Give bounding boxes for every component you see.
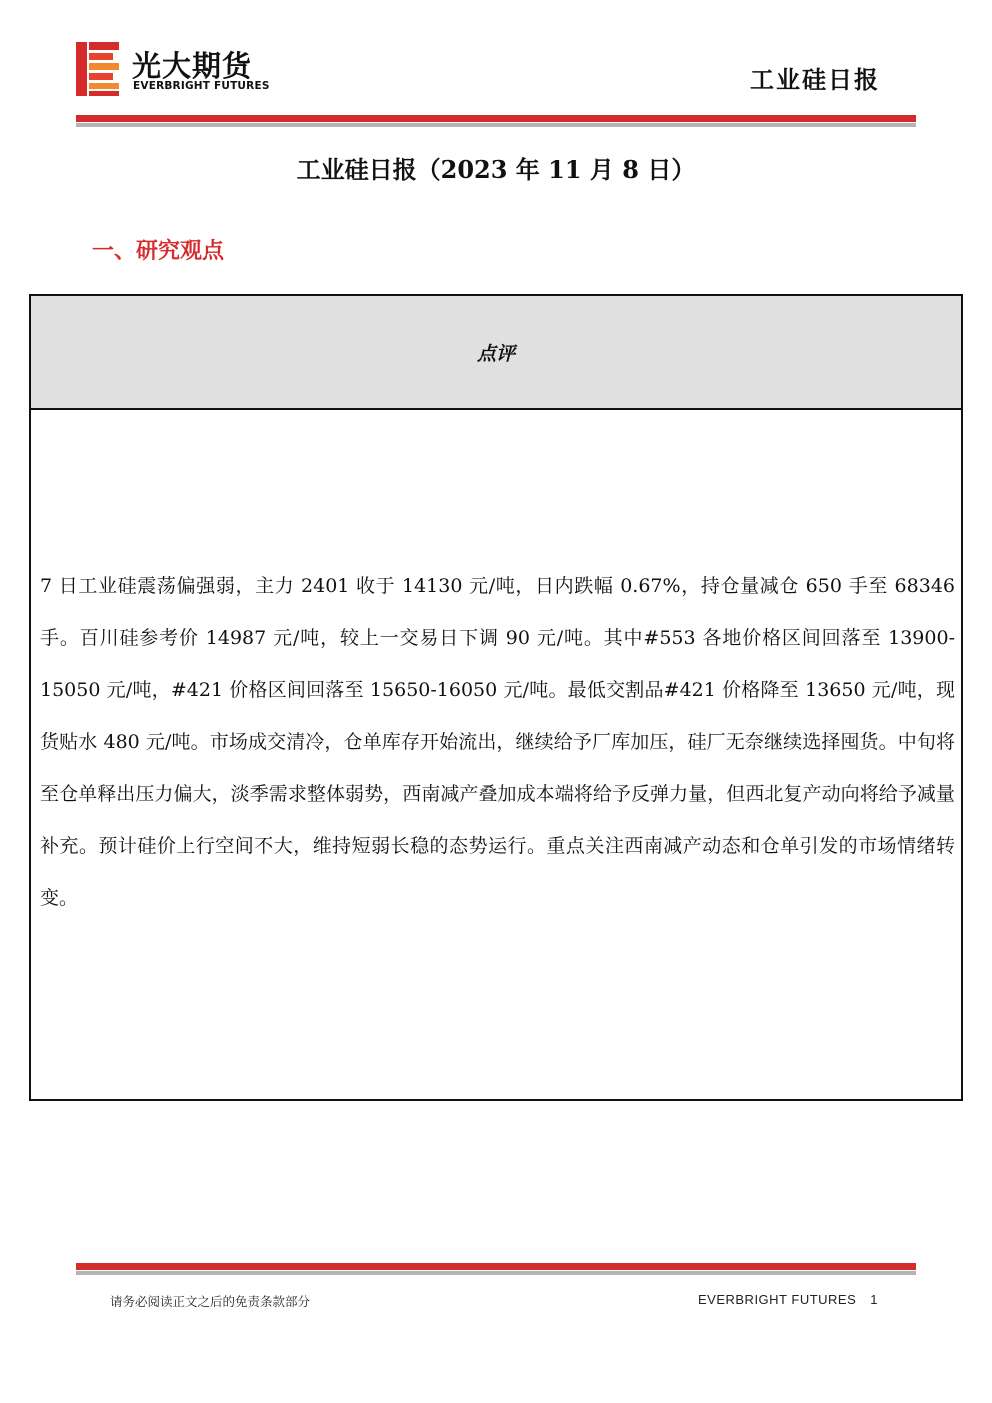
footer-divider-gray xyxy=(76,1271,916,1275)
commentary-table xyxy=(29,294,963,1101)
brand-logo xyxy=(76,42,286,98)
header-report-title: 工业硅日报 xyxy=(750,65,880,94)
brand-name-en: EVERBRIGHT FUTURES xyxy=(133,80,270,92)
commentary-header-label: 点评 xyxy=(476,342,515,365)
commentary-table-header xyxy=(31,296,961,410)
everbright-logo-icon xyxy=(76,42,120,96)
footer-brand-page xyxy=(698,1292,878,1307)
header-divider-gray xyxy=(76,123,916,127)
commentary-table-body xyxy=(31,410,961,1099)
footer-brand: EVERBRIGHT FUTURES xyxy=(697,1292,857,1307)
document-title: 工业硅日报（2023 年 11 月 8 日） xyxy=(296,155,696,184)
footer-divider-red xyxy=(76,1263,916,1270)
header-divider-red xyxy=(76,115,916,122)
page-number: 1 xyxy=(870,1292,878,1307)
footer-disclaimer: 请务必阅读正文之后的免责条款部分 xyxy=(110,1294,311,1309)
section-heading: 一、研究观点 xyxy=(92,238,225,264)
commentary-text: 7 日工业硅震荡偏强弱，主力 2401 收于 14130 元/吨，日内跌幅 0.67%，持仓量减仓 650 手至 68346 手。百川硅参考价 14987 元/吨，较上一交易日下调 90 元/吨。其中#553 各地价格区间回落至 13900-15050 元/吨，#421 价格区间回落至 15650-16050 元/吨。最低交割品#421 价格降至 13650 元/吨，现货贴水 480 元/吨。市场成交清冷，仓单库存开始流出，继续给予厂库加压，硅厂无奈继续选择囤货。中旬将至仓单释出压力偏大，淡季需求整体弱势，西南减产叠加成本端将给予反弹力量，但西北复产动向将给予减量补充。预计硅价上行空间不大，维持短弱长稳的态势运行。重点关注西南减产动态和仓单引发的市场情绪转变。 xyxy=(40,575,955,909)
brand-name-cn: 光大期货 xyxy=(132,49,253,83)
